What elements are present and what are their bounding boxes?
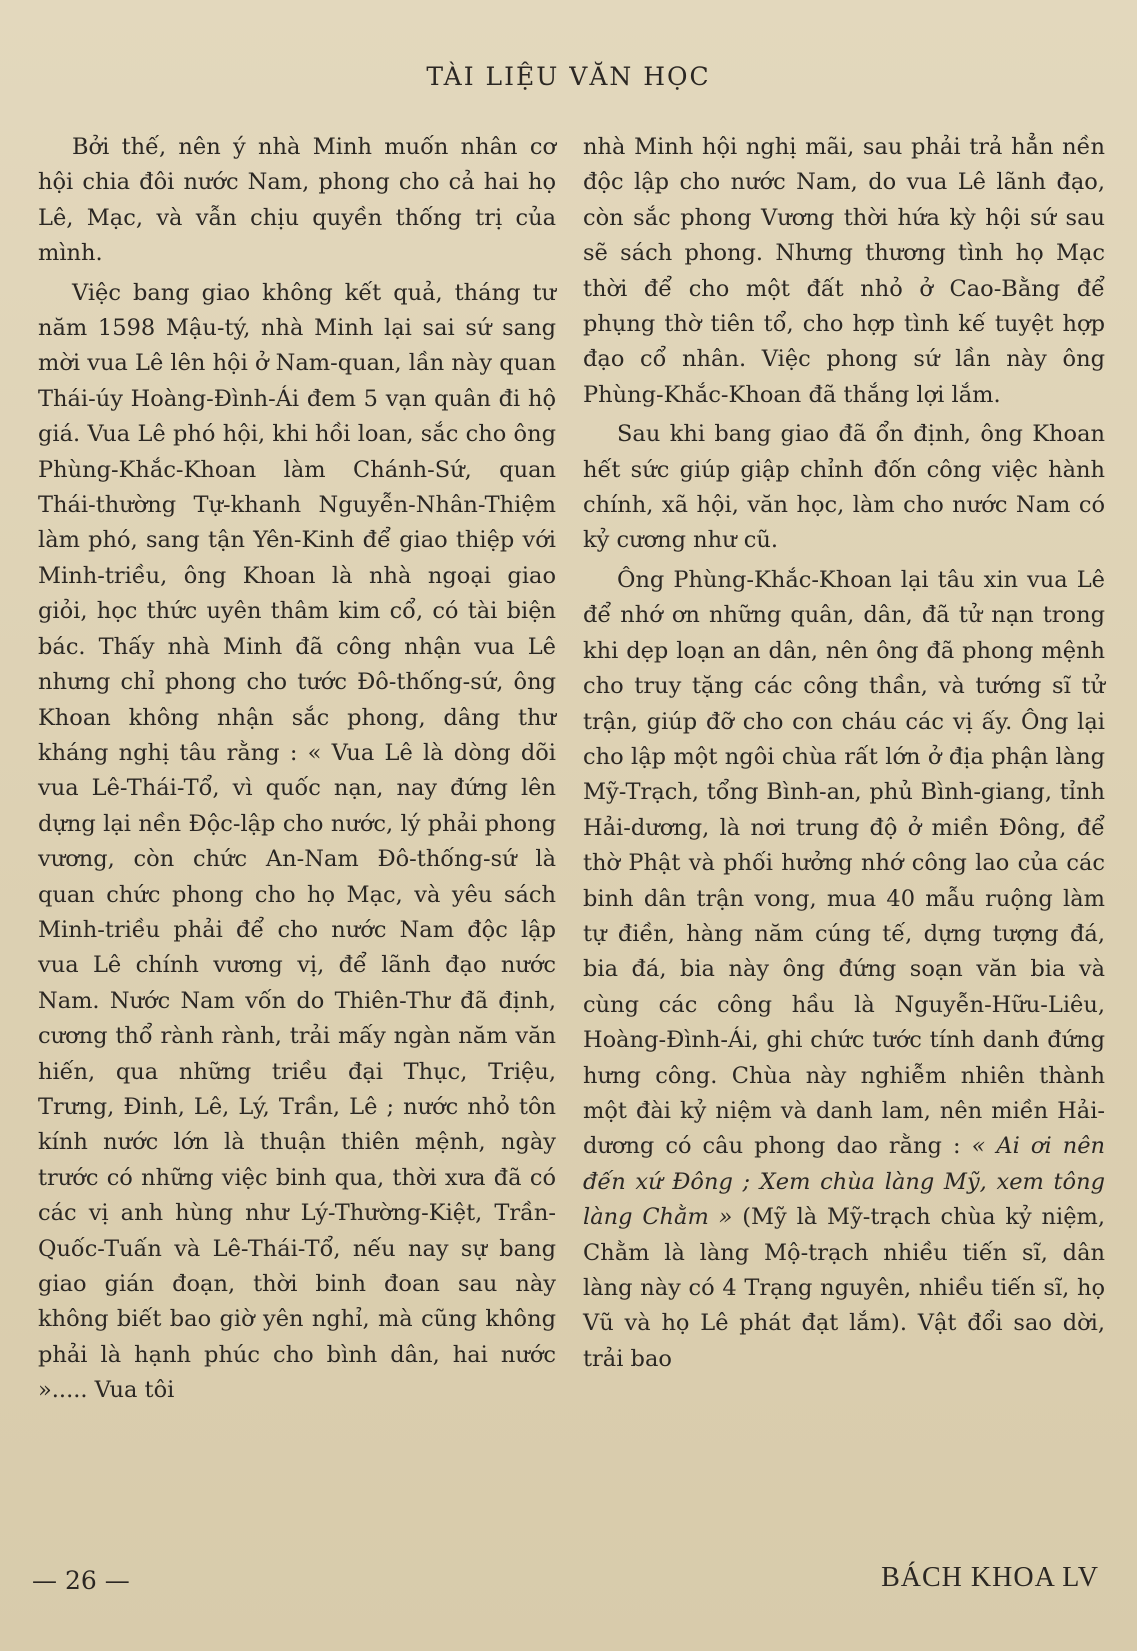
paragraph-tail: (Mỹ là Mỹ-trạch chùa kỷ niệm, Chằm là làng Mộ-trạch nhiều tiến sĩ, dân làng này có 4 Trạng nguyên, nhiều tiến sĩ, họ Vũ và họ Lê phát đạt lắm). Vật đổi sao dời, trải bao [583,1204,1105,1372]
paragraph [583,563,1105,1377]
paragraph: nhà Minh hội nghị mãi, sau phải trả hẳn nền độc lập cho nước Nam, do vua Lê lãnh đạo, còn sắc phong Vương thời hứa kỳ hội sứ sau sẽ sách phong. Nhưng thương tình họ Mạc thời để cho một đất nhỏ ở Cao-Bằng để phụng thờ tiên tổ, cho hợp tình kế tuyệt hợp đạo cổ nhân. Việc phong sứ lần này ông Phùng-Khắc-Khoan đã thắng lợi lắm. [583,134,1105,408]
paragraph: Sau khi bang giao đã ổn định, ông Khoan hết sức giúp giập chỉnh đốn công việc hành chính, xã hội, văn học, làm cho nước Nam có kỷ cương như cũ. [583,421,1105,554]
left-column [38,130,556,1409]
page-header: TÀI LIỆU VĂN HỌC [426,62,711,91]
right-column [583,130,1105,1377]
paragraph: Bởi thế, nên ý nhà Minh muốn nhân cơ hội chia đôi nước Nam, phong cho cả hai họ Lê, Mạc, và vẫn chịu quyền thống trị của mình. [38,134,556,267]
page-number: — 26 — [32,1566,130,1595]
folk-quote: « Ai ơi nên đến xứ Đông ; Xem chùa làng Mỹ, xem tông làng Chằm » [583,1133,1105,1231]
paragraph: Việc bang giao không kết quả, tháng tư năm 1598 Mậu-tý, nhà Minh lại sai sứ sang mời vua Lê lên hội ở Nam-quan, lần này quan Thái-úy Hoàng-Đình-Ái đem 5 vạn quân đi hộ giá. Vua Lê phó hội, khi hồi loan, sắc cho ông Phùng-Khắc-Khoan làm Chánh-Sứ, quan Thái-thường Tự-khanh Nguyễn-Nhân-Thiệm làm phó, sang tận Yên-Kinh để giao thiệp với Minh-triều, ông Khoan là nhà ngoại giao giỏi, học thức uyên thâm kim cổ, có tài biện bác. Thấy nhà Minh đã công nhận vua Lê nhưng chỉ phong cho tước Đô-thống-sứ, ông Khoan không nhận sắc phong, dâng thư kháng nghị tâu rằng : « Vua Lê là dòng dõi vua Lê-Thái-Tổ, vì quốc nạn, nay đứng lên dựng lại nền Độc-lập cho nước, lý phải phong vương, còn chức An-Nam Đô-thống-sứ là quan chức phong cho họ Mạc, và yêu sách Minh-triều phải để cho nước Nam độc lập vua Lê chính vương vị, để lãnh đạo nước Nam. Nước Nam vốn do Thiên-Thư đã định, cương thổ rành rành, trải mấy ngàn năm văn hiến, qua những triều đại Thục, Triệu, Trưng, Đinh, Lê, Lý, Trần, Lê ; nước nhỏ tôn kính nước lớn là thuận thiên mệnh, ngày trước có những việc binh qua, thời xưa đã có các vị anh hùng như Lý-Thường-Kiệt, Trần-Quốc-Tuấn và Lê-Thái-Tổ, nếu nay sự bang giao gián đoạn, thời binh đoan sau này không biết bao giờ yên nghỉ, mà cũng không phải là hạnh phúc cho bình dân, hai nước »..... Vua tôi [38,279,556,1404]
paragraph-text: Ông Phùng-Khắc-Khoan lại tâu xin vua Lê để nhớ ơn những quân, dân, đã tử nạn trong khi dẹp loạn an dân, nên ông đã phong mệnh cho truy tặng các công thần, và tướng sĩ tử trận, giúp đỡ cho con cháu các vị ấy. Ông lại cho lập một ngôi chùa rất lớn ở địa phận làng Mỹ-Trạch, tổng Bình-an, phủ Bình-giang, tỉnh Hải-dương, là nơi trung độ ở miền Đông, để thờ Phật và phối hưởng nhớ công lao của các binh dân trận vong, mua 40 mẫu ruộng làm tự điền, hàng năm cúng tế, dựng tượng đá, bia đá, bia này ông đứng soạn văn bia và cùng các công hầu là Nguyễn-Hữu-Liêu, Hoàng-Đình-Ái, ghi chức tước tính danh đứng hưng công. Chùa này nghiễm nhiên thành một đài kỷ niệm và danh lam, nên miền Hải-dương có câu phong dao rằng : [583,566,1105,1160]
magazine-name: BÁCH KHOA LV [881,1562,1099,1593]
